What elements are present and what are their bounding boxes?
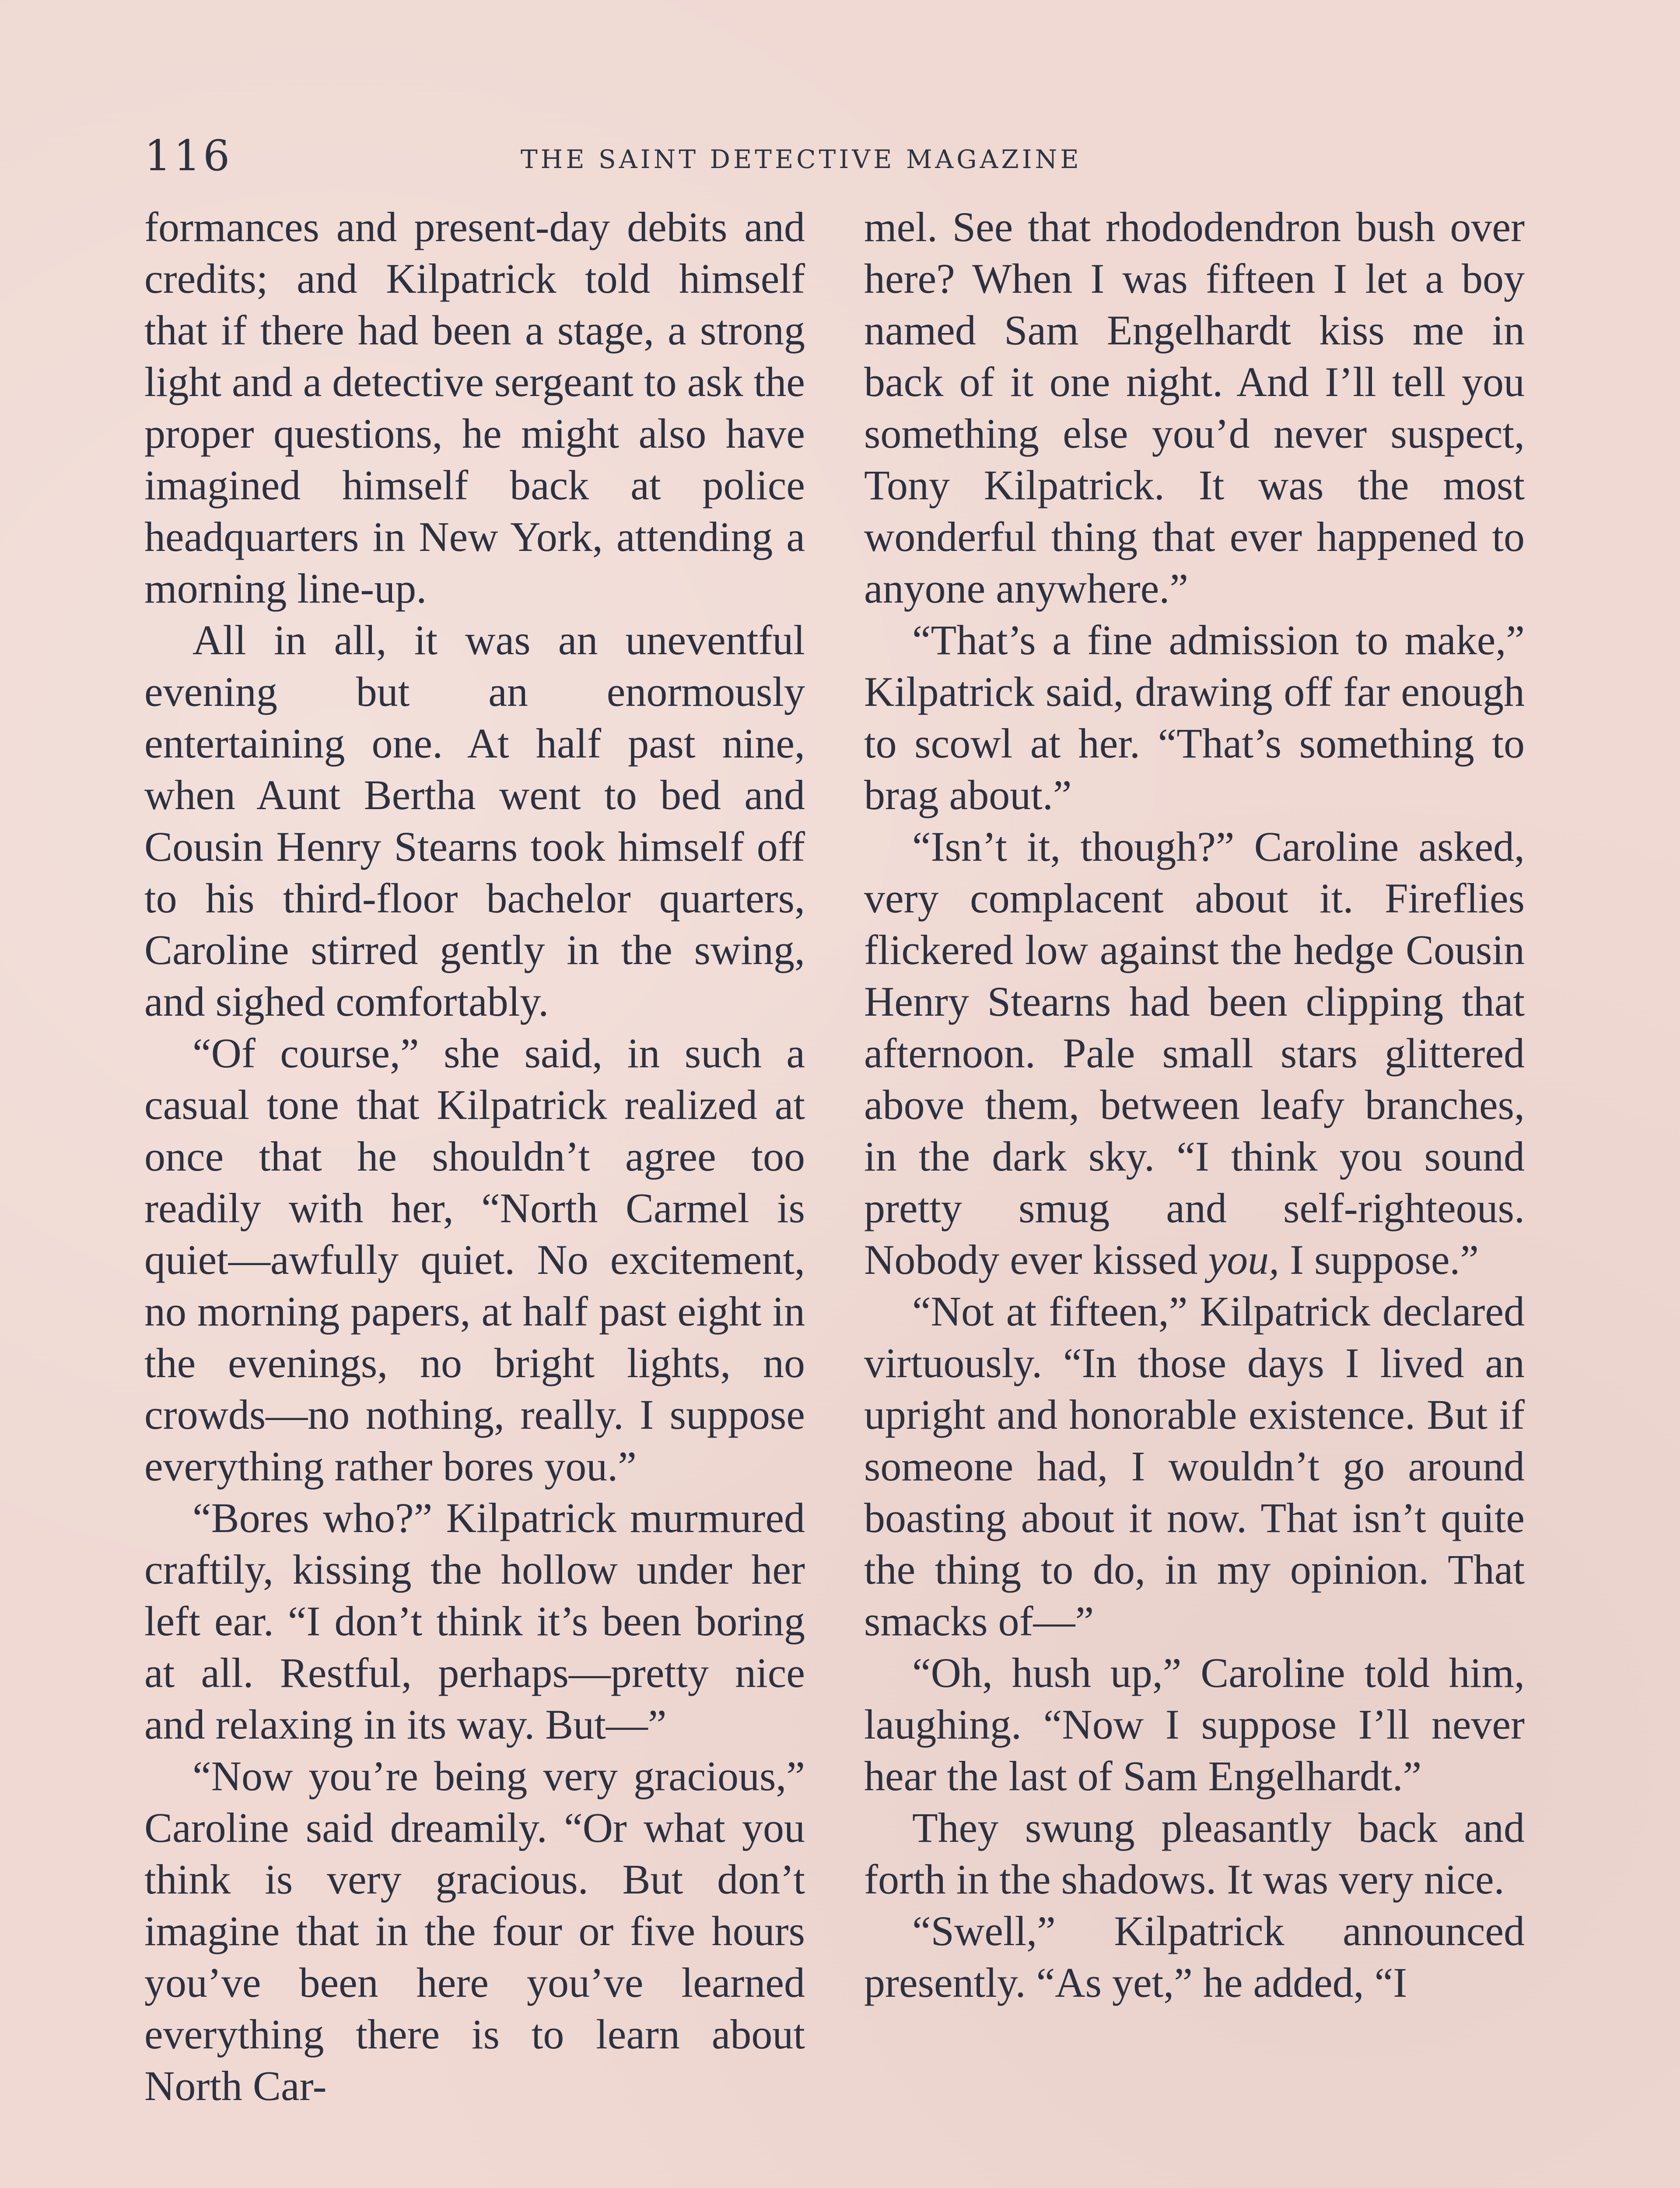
page-header	[144, 131, 1536, 184]
paragraph: “Swell,” Kilpatrick announced presently. “As yet,” he added, “I	[864, 1907, 1525, 2006]
paragraph: “Not at fifteen,” Kilpatrick declared virtuously. “In those days I lived an upright and honorable existence. But if someone had, I wouldn’t go around boasting about it now. That isn’t quite the thing to do, in my opinion. That smacks of—”	[864, 1288, 1525, 1645]
paragraph	[864, 821, 1525, 1286]
page-number: 116	[144, 131, 233, 180]
italic-word: you,	[1208, 1236, 1280, 1283]
paragraph: “Now you’re being very gracious,” Caroline said dreamily. “Or what you think is very gracious. But don’t imagine that in the four or five hours you’ve been here you’ve learned everything there is to learn about North Car-	[144, 1753, 805, 2109]
paragraph-text: I suppose.”	[1290, 1236, 1479, 1283]
right-column	[864, 201, 1525, 2188]
paragraph: “Oh, hush up,” Caroline told him, laughing. “Now I suppose I’ll never hear the last of Sam Engelhardt.”	[864, 1649, 1525, 1799]
running-head: THE SAINT DETECTIVE MAGAZINE	[521, 144, 1082, 174]
left-column	[144, 201, 805, 2188]
paragraph: “That’s a fine admission to make,” Kilpatrick said, drawing off far enough to scowl at her. “That’s something to brag about.”	[864, 617, 1525, 818]
paragraph: All in all, it was an uneventful evening but an enormously entertaining one. At half past nine, when Aunt Bertha went to bed and Cousin Henry Stearns took himself off to his third-floor bachelor quarters, Caroline stirred gently in the swing, and sighed comfortably.	[144, 617, 805, 1025]
paragraph: “Bores who?” Kilpatrick murmured craftily, kissing the hollow under her left ear. “I don’t think it’s been boring at all. Restful, perhaps—pretty nice and relaxing in its way. But—”	[144, 1494, 805, 1748]
paragraph: They swung pleasantly back and forth in the shadows. It was very nice.	[864, 1804, 1525, 1903]
paragraph: formances and present-day debits and credits; and Kilpatrick told himself that if there had been a stage, a strong light and a detective sergeant to ask the proper questions, he might also have imagined himself back at police headquarters in New York, attending a morning line-up.	[144, 203, 805, 612]
paragraph: “Of course,” she said, in such a casual tone that Kilpatrick realized at once that he shouldn’t agree too readily with her, “North Carmel is quiet—awfully quiet. No excitement, no morning papers, at half past eight in the evenings, no bright lights, no crowds—no nothing, really. I suppose everything rather bores you.”	[144, 1030, 805, 1490]
paragraph-text: “Isn’t it, though?” Caroline asked, very complacent about it. Fireflies flickered low against the hedge Cousin Henry Stearns had been clipping that afternoon. Pale small stars glittered above them, between leafy branches, in the dark sky. “I think you sound pretty smug and self-righteous. Nobody ever kissed	[864, 823, 1525, 1283]
paragraph: mel. See that rhododendron bush over here? When I was fifteen I let a boy named Sam Engelhardt kiss me in back of it one night. And I’ll tell you something else you’d never suspect, Tony Kilpatrick. It was the most wonderful thing that ever happened to anyone anywhere.”	[864, 203, 1525, 612]
